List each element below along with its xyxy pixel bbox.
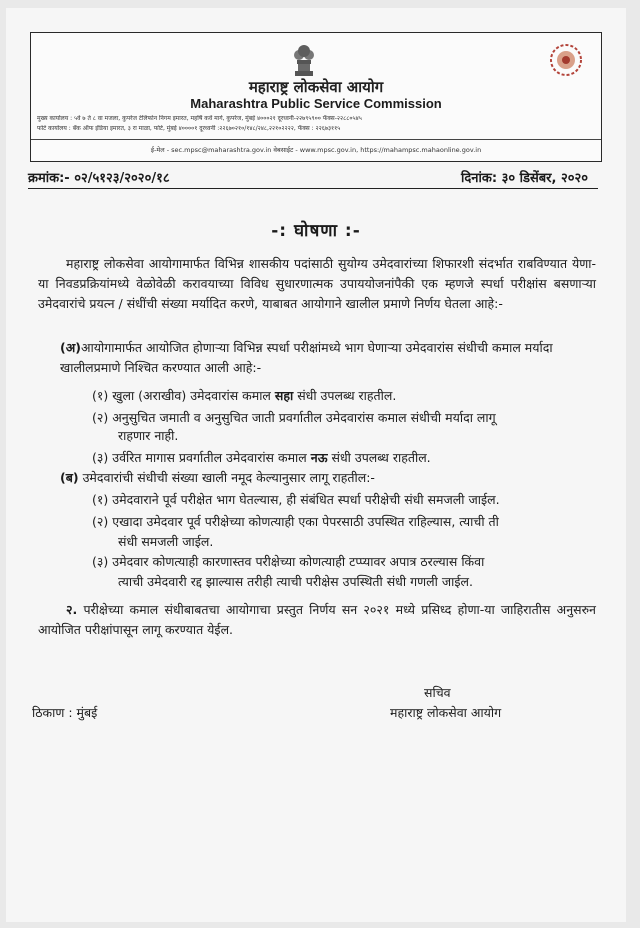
intro-paragraph: महाराष्ट्र लोकसेवा आयोगामार्फत विभिन्न शासकीय पदांसाठी सुयोग्य उमेदवारांच्या शिफारशी संदर्भात राबविण्यात येणा-या निवडप्रक्रियांमध्ये वेळोवेळी करावयाच्या विविध सुधारणात्मक उपाययोजनांपैकी एक म्हणजे स्पर्धा परीक्षांस बसणाऱ्या उमेदवारांचे प्रयत्न / संधींची संख्या मर्यादित करणे, याबाबत आयोगाने खालील प्रमाणे निर्णय घेतला आहे:-	[38, 256, 596, 311]
place-line: ठिकाण : मुंबई	[32, 705, 98, 720]
item-text: अनुसुचित जमाती व अनुसुचित जाती प्रवर्गातील उमेदवारांस कमाल संधीची मर्यादा लागू	[112, 410, 496, 425]
section-a-item-2-cont: राहणार नाही.	[118, 428, 179, 443]
section-b-item-3-cont: त्याची उमेदवारी रद्द झाल्यास तरीही त्याची परीक्षेस उपस्थिती संधी गणली जाईल.	[118, 574, 473, 589]
point-2-paragraph	[38, 600, 596, 640]
item-emphasis: सहा	[274, 388, 294, 403]
section-a-item-2	[92, 408, 592, 428]
section-a	[60, 338, 596, 378]
document-page	[6, 8, 626, 922]
org-name-marathi: महाराष्ट्र लोकसेवा आयोग	[248, 78, 384, 96]
point-2-text: परीक्षेच्या कमाल संधीबाबतचा आयोगाचा प्रस्तुत निर्णय सन २०२१ मध्ये प्रसिध्द होणा-या जाहिरातीस अनुसरुन आयोजित परीक्षांपासून लागू करण्यात येईल.	[38, 602, 596, 637]
section-b-label: (ब)	[60, 470, 79, 485]
org-name-english: Maharashtra Public Service Commission	[190, 96, 442, 111]
fort-office-address: फोर्ट कार्यालय : बँक ऑफ इंडिया इमारत, ३ रा माळा, फोर्ट, मुंबई ४००००१ दूरध्वनी :२२६७०२१०/१४८/२४८,२२१०२२२२, फॅक्स : २२६७३११५	[37, 125, 341, 132]
item-text-end: संधी उपलब्ध राहतील.	[327, 450, 431, 465]
section-b-item-2-cont: संधी समजली जाईल.	[118, 534, 214, 549]
item-number: (३)	[92, 450, 109, 465]
item-number: (२)	[92, 514, 109, 529]
item-text: खुला (अराखीव) उमेदवारांस कमाल	[112, 388, 275, 403]
notice-heading: -: घोषणा :-	[271, 221, 361, 241]
head-office-address: मुख्य कार्यालय : ५वे ७ ते ८ वा मजला, कुपरेज टेलिफोन निगम इमारत, महर्षि कर्वे मार्ग, कुपरेज, मुंबई ४०००२१ दूरध्वनी-२२७९५९०० फॅक्स-२२८८०५४५	[37, 115, 362, 122]
item-number: (२)	[92, 410, 109, 425]
section-a-item-3	[92, 448, 592, 468]
item-text: उर्वरित मागास प्रवर्गातील उमेदवारांस कमाल	[112, 450, 311, 465]
item-text: उमेदवाराने पूर्व परीक्षेत भाग घेतल्यास, ही संबंधित स्पर्धा परीक्षेची संधी समजली जाईल.	[112, 492, 500, 507]
point-2-label: २.	[66, 602, 78, 617]
section-b-text: उमेदवारांची संधीची संख्या खाली नमूद केल्यानुसार लागू राहतील:-	[82, 470, 375, 485]
contact-line: ई-मेल - sec.mpsc@maharashtra.gov.in वेबसाईट - www.mpsc.gov.in, https://mahampsc.mahaonline.gov.in	[150, 146, 482, 154]
section-b-item-1	[92, 490, 592, 510]
section-b	[60, 468, 596, 488]
item-text: एखादा उमेदवार पूर्व परीक्षेच्या कोणत्याही एका पेपरसाठी उपस्थित राहिल्यास, त्याची ती	[112, 514, 499, 529]
signatory-title: सचिव	[424, 685, 451, 700]
section-b-item-3	[92, 552, 592, 572]
section-a-text: आयोगामार्फत आयोजित होणाऱ्या विभिन्न स्पर्धा परीक्षांमध्ये भाग घेणाऱ्या उमेदवारांस संधीची कमाल मर्यादा खालीलप्रमाणे निश्चित करण्यात आली आहे:-	[60, 340, 553, 375]
section-a-label: (अ)	[60, 340, 81, 355]
item-number: (१)	[92, 388, 109, 403]
item-number: (३)	[92, 554, 109, 569]
reference-divider	[28, 188, 598, 189]
mpsc-logo-icon	[549, 43, 583, 77]
item-number: (१)	[92, 492, 109, 507]
reference-number: क्रमांक:- ०२/५१२३/२०२०/१८	[28, 171, 170, 186]
section-b-item-2	[92, 512, 592, 532]
letterhead-divider	[31, 139, 601, 140]
section-a-item-1	[92, 386, 592, 406]
reference-date: दिनांक: ३० डिसेंबर, २०२०	[461, 171, 588, 186]
national-emblem-icon	[289, 41, 319, 79]
signatory-org: महाराष्ट्र लोकसेवा आयोग	[390, 705, 502, 720]
item-text-end: संधी उपलब्ध राहतील.	[293, 388, 397, 403]
item-emphasis: नऊ	[310, 450, 328, 465]
item-text: उमेदवार कोणत्याही कारणास्तव परीक्षेच्या कोणत्याही टप्प्यावर अपात्र ठरल्यास किंवा	[112, 554, 485, 569]
letterhead	[30, 32, 602, 162]
